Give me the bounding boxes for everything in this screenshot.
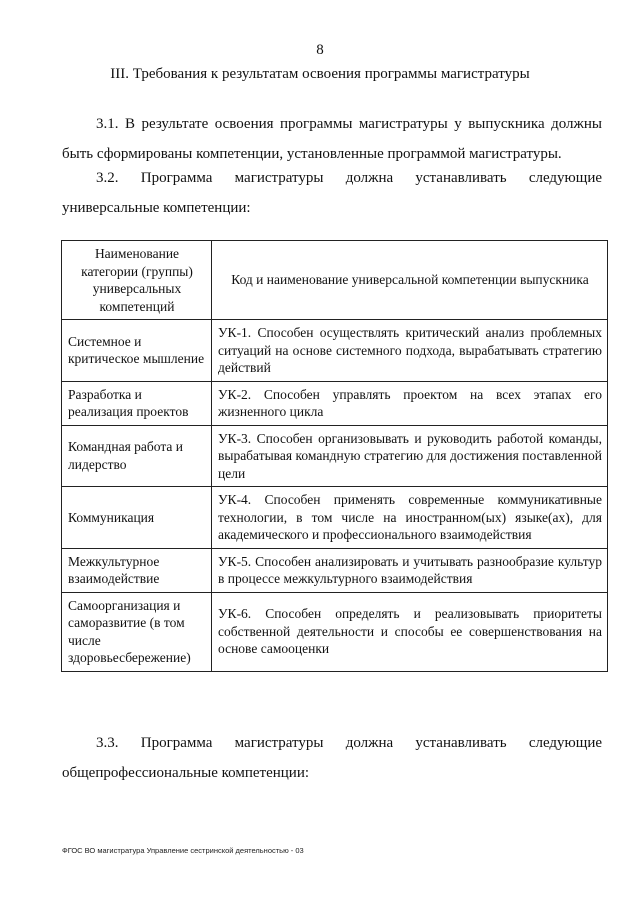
row-competence: УК-4. Способен применять современные коммуникативные технологии, в том числе на иностранном(ых) языке(ах), для академического и профессионального взаимодействия xyxy=(212,487,608,549)
row-category: Разработка и реализация проектов xyxy=(62,381,212,425)
row-competence: УК-1. Способен осуществлять критический анализ проблемных ситуаций на основе системного подхода, вырабатывать стратегию действий xyxy=(212,320,608,382)
row-category: Командная работа и лидерство xyxy=(62,425,212,487)
section-heading: III. Требования к результатам освоения программы магистратуры xyxy=(110,66,530,82)
table-row xyxy=(62,548,608,592)
table-row xyxy=(62,320,608,382)
row-competence: УК-3. Способен организовывать и руководить работой команды, вырабатывая командную стратегию для достижения поставленной цели xyxy=(212,425,608,487)
row-category: Коммуникация xyxy=(62,487,212,549)
row-competence: УК-6. Способен определять и реализовывать приоритеты собственной деятельности и способы ее совершенствования на основе самооценки xyxy=(212,592,608,671)
header-category: Наименование категории (группы) универсальных компетенций xyxy=(62,241,212,320)
page-number: 8 xyxy=(316,42,324,58)
row-category: Системное и критическое мышление xyxy=(62,320,212,382)
table-header-row xyxy=(62,241,608,320)
table-row xyxy=(62,381,608,425)
row-competence: УК-2. Способен управлять проектом на всех этапах его жизненного цикла xyxy=(212,381,608,425)
paragraph-3-2: 3.2. Программа магистратуры должна устанавливать следующие универсальные компетенции: xyxy=(62,170,602,216)
header-code: Код и наименование универсальной компетенции выпускника xyxy=(212,241,608,320)
table-row xyxy=(62,425,608,487)
table-row xyxy=(62,592,608,671)
row-category: Межкультурное взаимодействие xyxy=(62,548,212,592)
table-row xyxy=(62,487,608,549)
competencies-table xyxy=(61,240,608,672)
row-competence: УК-5. Способен анализировать и учитывать разнообразие культур в процессе межкультурного взаимодействия xyxy=(212,548,608,592)
row-category: Самоорганизация и саморазвитие (в том числе здоровьесбережение) xyxy=(62,592,212,671)
page-footer: ФГОС ВО магистратура Управление сестринской деятельностью - 03 xyxy=(62,846,304,855)
paragraph-3-3: 3.3. Программа магистратуры должна устанавливать следующие общепрофессиональные компетенции: xyxy=(62,735,602,781)
paragraph-3-1: 3.1. В результате освоения программы магистратуры у выпускника должны быть сформированы компетенции, установленные программой магистратуры. xyxy=(62,116,602,162)
